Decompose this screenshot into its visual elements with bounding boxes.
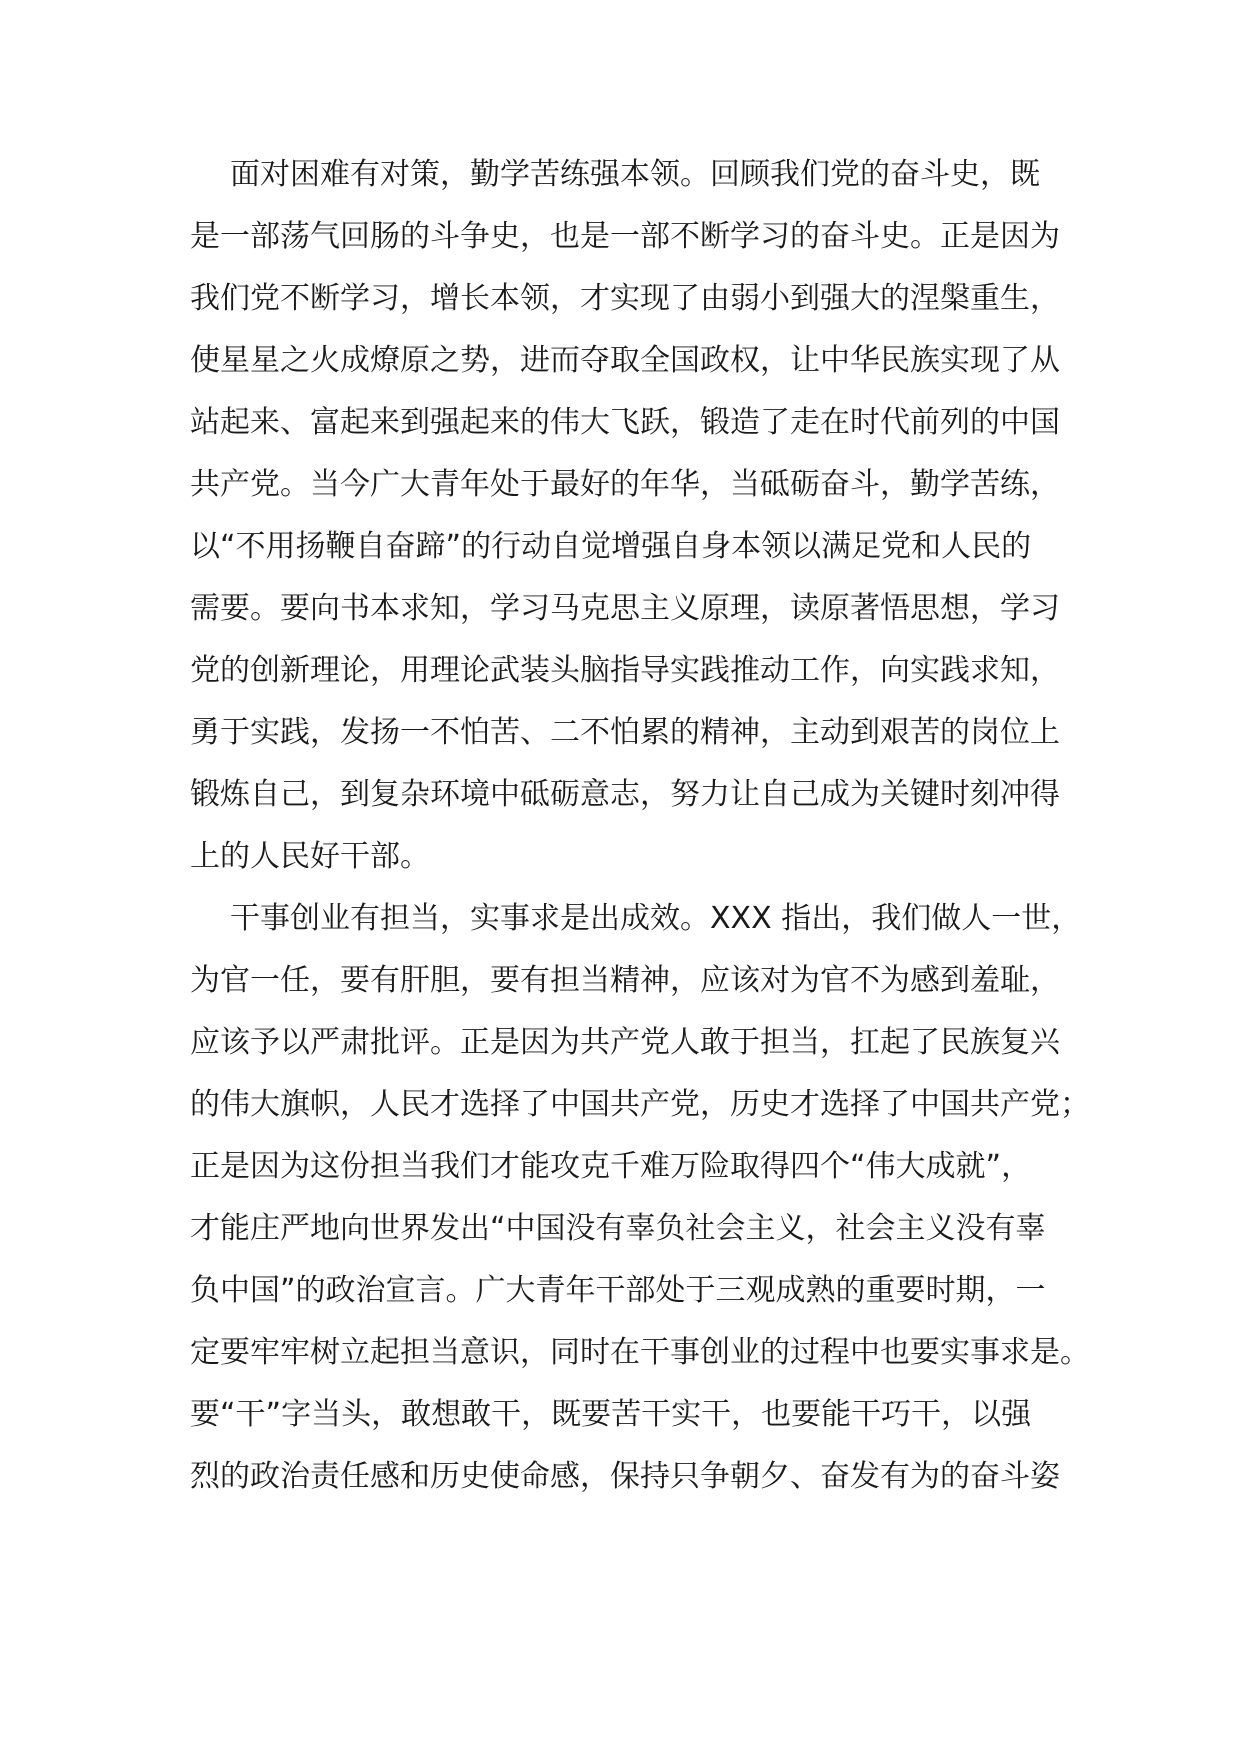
paragraph-line: 以“不用扬鞭自奋蹄”的行动自觉增强自身本领以满足党和人民的 bbox=[190, 529, 1032, 564]
paragraph-line: 站起来、富起来到强起来的伟大飞跃，锻造了走在时代前列的中国 bbox=[190, 405, 1060, 440]
paragraph-line: 干事创业有担当，实事求是出成效。XXX 指出，我们做人一世， bbox=[230, 901, 1082, 936]
paragraph-line: 要“干”字当头，敢想敢干，既要苦干实干，也要能干巧干，以强 bbox=[190, 1397, 1032, 1432]
paragraph-line: 负中国”的政治宣言。广大青年干部处于三观成熟的重要时期，一 bbox=[190, 1273, 1046, 1308]
paragraph-line: 需要。要向书本求知，学习马克思主义原理，读原著悟思想，学习 bbox=[190, 591, 1060, 626]
paragraph-line: 正是因为这份担当我们才能攻克千难万险取得四个“伟大成就”， bbox=[190, 1149, 1032, 1184]
paragraph-line: 共产党。当今广大青年处于最好的年华，当砥砺奋斗，勤学苦练， bbox=[190, 467, 1060, 502]
paragraph-line: 锻炼自己，到复杂环境中砥砺意志，努力让自己成为关键时刻冲得 bbox=[190, 777, 1060, 812]
paragraph-line: 勇于实践，发扬一不怕苦、二不怕累的精神，主动到艰苦的岗位上 bbox=[190, 715, 1060, 750]
paragraph-line: 党的创新理论，用理论武装头脑指导实践推动工作，向实践求知， bbox=[190, 653, 1060, 688]
paragraph-line: 面对困难有对策，勤学苦练强本领。回顾我们党的奋斗史，既 bbox=[230, 157, 1040, 192]
paragraph-line: 烈的政治责任感和历史使命感，保持只争朝夕、奋发有为的奋斗姿 bbox=[190, 1459, 1060, 1494]
paragraph-line: 定要牢牢树立起担当意识，同时在干事创业的过程中也要实事求是。 bbox=[190, 1335, 1090, 1370]
paragraph-line: 使星星之火成燎原之势，进而夺取全国政权，让中华民族实现了从 bbox=[190, 343, 1060, 378]
paragraph-line: 我们党不断学习，增长本领，才实现了由弱小到强大的涅槃重生， bbox=[190, 281, 1060, 316]
paragraph-line: 是一部荡气回肠的斗争史，也是一部不断学习的奋斗史。正是因为 bbox=[190, 219, 1060, 254]
paragraph-line: 应该予以严肃批评。正是因为共产党人敢于担当，扛起了民族复兴 bbox=[190, 1025, 1060, 1060]
paragraph-line: 才能庄严地向世界发出“中国没有辜负社会主义，社会主义没有辜 bbox=[190, 1211, 1046, 1246]
paragraph-line: 的伟大旗帜，人民才选择了中国共产党，历史才选择了中国共产党； bbox=[190, 1087, 1090, 1122]
paragraph-line: 为官一任，要有肝胆，要有担当精神，应该对为官不为感到羞耻， bbox=[190, 963, 1060, 998]
paragraph-line: 上的人民好干部。 bbox=[190, 839, 430, 874]
